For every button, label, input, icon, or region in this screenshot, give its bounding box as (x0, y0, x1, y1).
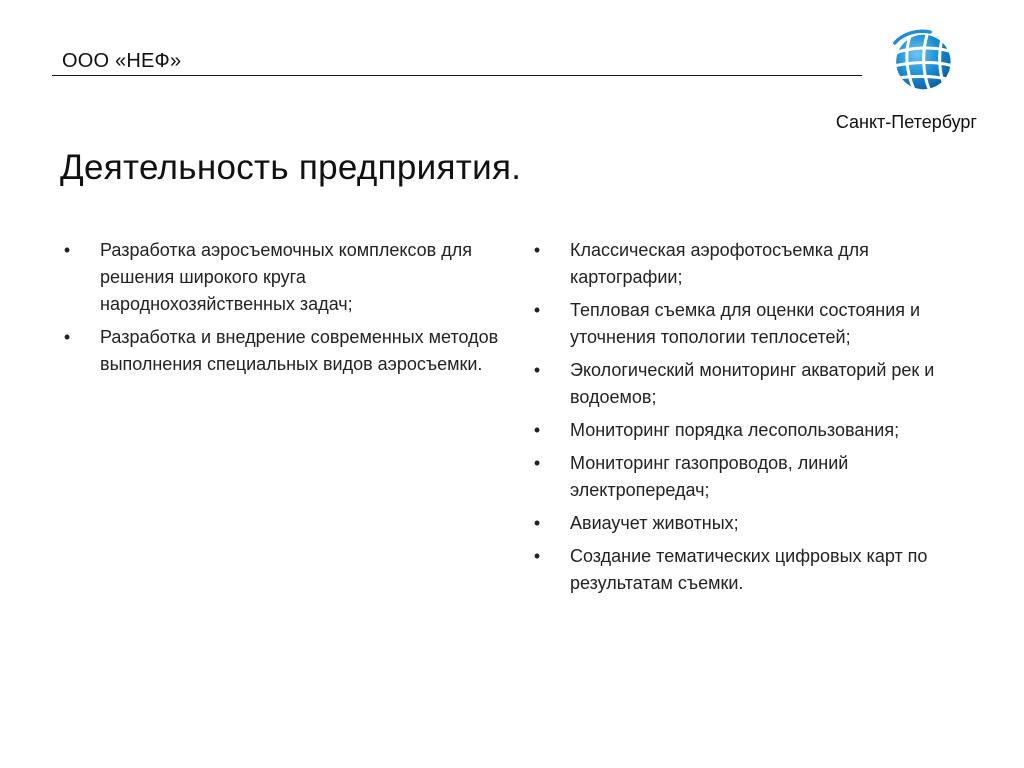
list-item (60, 324, 500, 378)
list-item-text: Разработка аэросъемочных комплексов для решения широкого круга народнохозяйственных задач; (100, 240, 472, 314)
header-divider (52, 75, 862, 76)
bullet-icon: • (63, 240, 71, 260)
list-item-text: Авиаучет животных; (570, 513, 739, 533)
list-item-text: Разработка и внедрение современных методов выполнения специальных видов аэросъемки. (100, 327, 499, 374)
left-bullet-list (60, 237, 500, 384)
list-item (530, 543, 970, 597)
city-label: Санкт-Петербург (835, 112, 977, 132)
company-name: ООО «НЕФ» (62, 50, 182, 72)
globe-logo-icon (888, 28, 956, 96)
bullet-icon: • (63, 327, 71, 347)
list-item-text: Экологический мониторинг акваторий рек и водоемов; (570, 360, 935, 407)
list-item (530, 510, 970, 537)
bullet-icon: • (533, 240, 541, 260)
bullet-icon: • (533, 420, 541, 440)
right-bullet-list (530, 237, 970, 603)
list-item-text: Классическая аэрофотосъемка для картографии; (570, 240, 869, 287)
list-item (530, 237, 970, 291)
list-item-text: Мониторинг порядка лесопользования; (570, 420, 900, 440)
slide-title: Деятельность предприятия. (60, 148, 522, 187)
bullet-icon: • (533, 546, 541, 566)
list-item (530, 297, 970, 351)
bullet-icon: • (533, 300, 541, 320)
bullet-icon: • (533, 453, 541, 473)
list-item-text: Мониторинг газопроводов, линий электропередач; (570, 453, 849, 500)
bullet-icon: • (533, 513, 541, 533)
list-item-text: Создание тематических цифровых карт по результатам съемки. (570, 546, 928, 593)
list-item (530, 357, 970, 411)
list-item-text: Тепловая съемка для оценки состояния и уточнения топологии теплосетей; (570, 300, 921, 347)
list-item (530, 417, 970, 444)
list-item (530, 450, 970, 504)
bullet-icon: • (533, 360, 541, 380)
list-item (60, 237, 500, 318)
